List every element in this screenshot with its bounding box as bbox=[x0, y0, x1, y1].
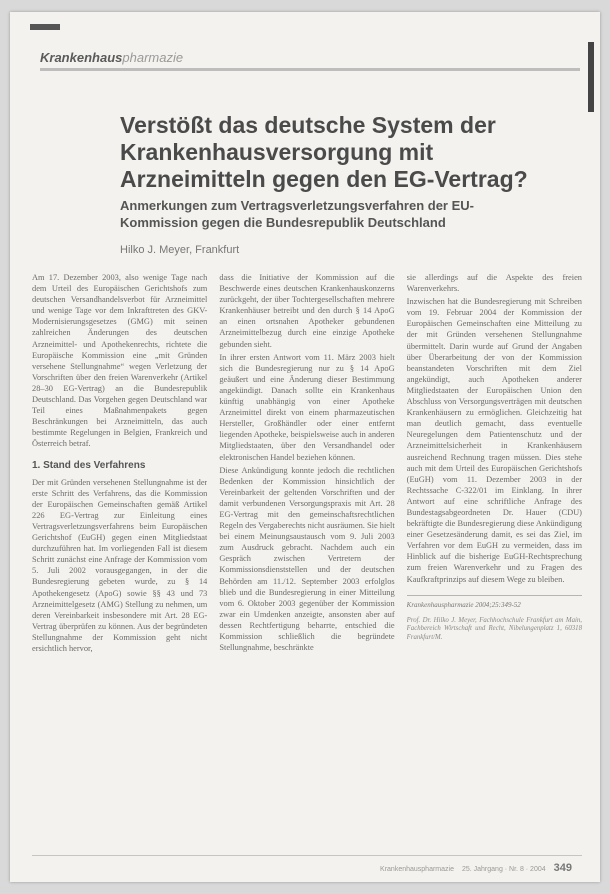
article-body bbox=[32, 272, 582, 732]
paragraph: Am 17. Dezember 2003, also wenige Tage nach dem Urteil des Europäischen Gerichtshofs zum deutschen Versandhandelsverbot für Arzneimittel und wenige Tage vor dem Inkrafttreten des GKV-Modernisierungsgesetzes (GMG) mit seinen zahlreichen Änderungen des deutschen Arzneimittel- und Apothekenrechts, richtete die Europäische Kommission eine „mit Gründen versehene Stellungnahme“ wegen Verletzung der Vorschriften über den freien Warenverkehr (Artikel 28–30 EG-Vertrag) an die Bundesrepublik Deutschland. Das Vorgehen gegen Deutschland war Teil eines Maßnahmenpakets gegen Beschränkungen bei Arzneimitteln, das auch bestimmte Regelungen in Belgien, Frankreich und Österreich betraf. bbox=[32, 273, 208, 449]
footnote-rule bbox=[407, 595, 582, 596]
citation: Krankenhauspharmazie 2004;25:349-52 bbox=[406, 600, 521, 609]
footer-volume: 25. Jahrgang · Nr. 8 · 2004 bbox=[461, 866, 546, 873]
paragraph: Der mit Gründen versehenen Stellungnahme ist der erste Schritt des Verfahrens, das die Kommission der Europäischen Gemeinschaften gemäß Artikel 226 EG-Vertrag zur Einleitung eines Vertragsverletzungsverfahrens beim Europäischen Gerichtshof (EuGH) gegen einen Mitgliedstaat durchzuführen hat. Im vorliegenden Fall ist diesem Schritt zunächst eine Anfrage der Kommission vom 5. Juli 2002 vorausgegangen, in der die Bundesregierung gebeten wurde, zu § 14 Apothekengesetz (ApoG) sowie §§ 43 und 73 Arzneimittelgesetz (AMG) Stellung zu nehmen, um deren Vereinbarkeit insbesondere mit Art. 28 EG-Vertrag überprüfen zu können. Aus der begründeten Stellungnahme der Kommission geht nicht ersichtlich hervor, bbox=[32, 477, 208, 653]
section-name-bold: Krankenhaus bbox=[40, 50, 123, 65]
header-rule bbox=[40, 68, 580, 71]
page-number: 349 bbox=[553, 862, 572, 874]
column-1 bbox=[32, 272, 207, 732]
journal-section-header bbox=[40, 50, 183, 65]
paragraph: In ihrer ersten Antwort vom 11. März 2003 hielt sich die Bundesregierung nur zu § 14 ApoG geäußert und eine Änderung dieser Bestimmung angekündigt. Danach sollte ein Krankenhaus künftig unabhängig von einer Apotheke Arzneimittel direkt von einem pharmazeutischen Hersteller, Großhändler oder einer entfernt liegenden Apotheke, beispielsweise auch in anderen Mitgliedstaaten, über den Versandhandel oder elektronischen Handel beziehen können. bbox=[219, 352, 395, 462]
paragraph: sie allerdings auf die Aspekte des freien Warenverkehrs. bbox=[406, 273, 582, 294]
article-title: Verstößt das deutsche System der Krankenhausversorgung mit Arzneimitteln gegen den EG-Vertrag? bbox=[120, 112, 528, 192]
paragraph: dass die Initiative der Kommission auf die Beschwerde eines deutschen Krankenhauskonzerns zurückgeht, der über Tochtergesellschaften mehrere Krankenhäuser betreibt und den durch § 14 ApoG an einen ortsnahen Apotheker gebundenen Arzneimittelbezug durch eine einzige Apotheke gebunden sieht. bbox=[219, 273, 395, 349]
crop-mark bbox=[30, 24, 60, 30]
page-sheet bbox=[10, 12, 600, 882]
page-footer bbox=[380, 862, 572, 874]
scan-edge-mark bbox=[588, 42, 594, 112]
paragraph: Inzwischen hat die Bundesregierung mit Schreiben vom 19. Februar 2004 der Kommission der Europäischen Gemeinschaften eine Mitteilung zu der mit Gründen versehenen Stellungnahme übermittelt. Darin wurde auf Grund der Angaben über Überarbeitung der von der Kommission beanstandeten Vorschriften mit dem Ziel angekündigt, auch Apotheken anderer Mitgliedstaaten der Europäischen Union den Abschluss von Versorgungsverträgen mit deutschen Krankenhäusern zu ermöglichen. Gleichzeitig hat man deutlich gemacht, dass eventuelle Neuregelungen dem Patientenschutz und der Arzneimittelsicherheit in Krankenhäusern ausreichend Rechnung tragen müssen. Dies stehe auch mit dem Urteil des Europäischen Gerichtshofs (EuGH) vom 11. Dezember 2003 in der Rechtssache C-322/01 im Einklang. In ihrer Antwort auf eine schriftliche Anfrage des Bundestagsabgeordneten Dr. Hauer (CDU) bekräftigte die Bundesregierung diese Ankündigung einer Gesetzesänderung damit, es sei das Ziel, im Verfahren vor dem EuGH zu vermeiden, dass im Hinblick auf die bisherige EuGH-Rechtsprechung zum freien Warenverkehr und zu Fragen des Kaufkraftprinzips auf diesem Wege zu bleiben. bbox=[406, 297, 582, 584]
column-3 bbox=[407, 272, 582, 732]
footer-rule bbox=[32, 855, 582, 856]
article-subtitle: Anmerkungen zum Vertragsverletzungsverfahren der EU-Kommission gegen die Bundesrepublik Deutschland bbox=[120, 198, 474, 230]
footer-journal: Krankenhauspharmazie bbox=[380, 866, 454, 873]
paragraph: Diese Ankündigung konnte jedoch die rechtlichen Bedenken der Kommission hinsichtlich der Vereinbarkeit der geltenden Vorschriften und der damit verbundenen Versorgungspraxis mit Art. 28 EG-Vertrag mit den gemeinschaftsrechtlichen Regeln des Vergaberechts nicht ausräumen. Sie hielt bei einem Meinungsaustausch vom 9. Juli 2003 zum Ausdruck gebracht. Nachdem auch ein Gespräch zwischen Vertretern der Kommissionsdienststellen und der deutschen Behörden am 11./12. September 2003 erfolglos blieb und die Bundesregierung in einer Mitteilung vom 6. Oktober 2003 gegenüber der Kommission zwar ein Umdenken anzeigte, ansonsten aber auf dessen Rechtfertigung beharrte, entschied die Kommission schließlich die begründete Stellungnahme, beschränkte bbox=[219, 465, 395, 653]
section-heading: 1. Stand des Verfahrens bbox=[32, 459, 146, 471]
author-affiliation: Prof. Dr. Hilko J. Meyer, Fachhochschule Frankfurt am Main, Fachbereich Wirtschaft und Recht, Nibelungenplatz 1, 60318 Frankfurt/M. bbox=[406, 616, 582, 641]
article-author: Hilko J. Meyer, Frankfurt bbox=[120, 244, 240, 256]
section-name-light: pharmazie bbox=[122, 50, 184, 65]
column-2 bbox=[219, 272, 394, 732]
